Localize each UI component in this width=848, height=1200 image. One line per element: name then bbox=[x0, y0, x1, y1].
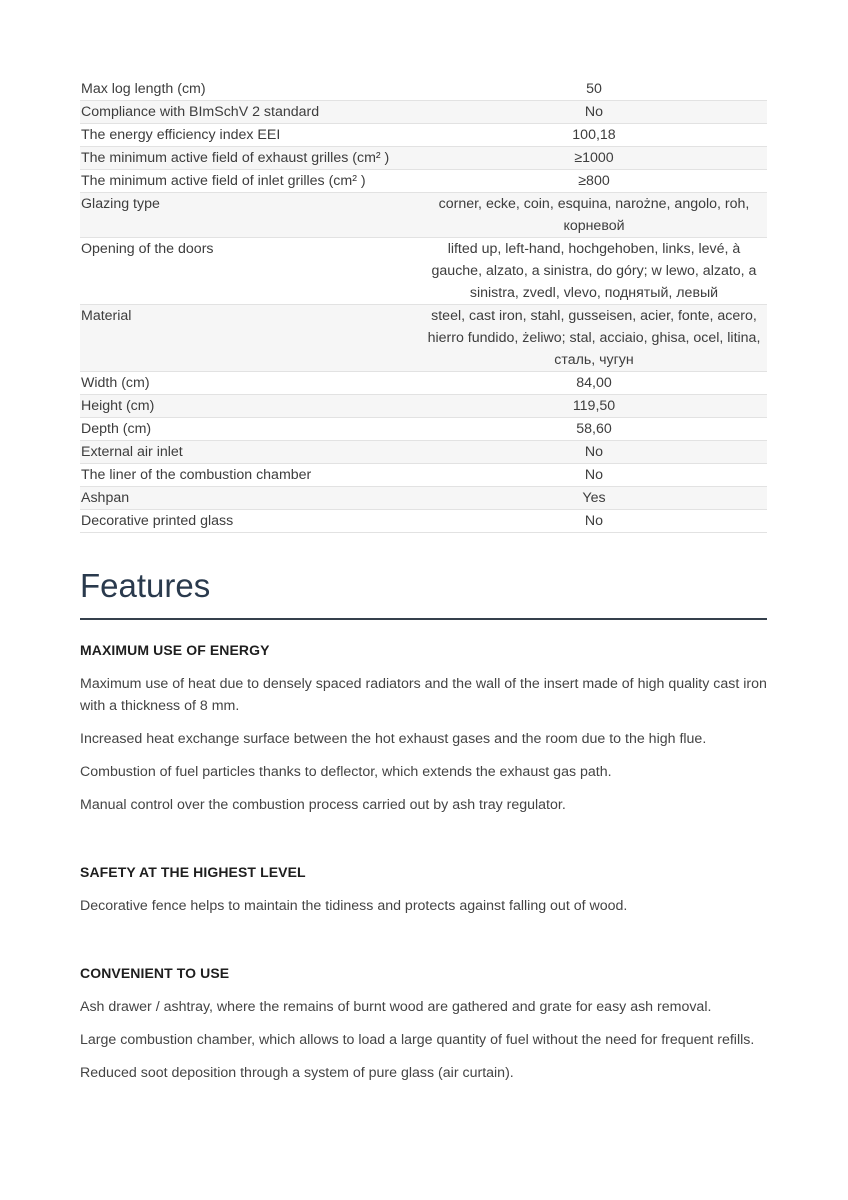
spec-value: No bbox=[584, 467, 604, 483]
spec-value: 58,60 bbox=[576, 421, 612, 437]
table-row bbox=[80, 372, 767, 395]
spec-label: Ashpan bbox=[81, 490, 130, 506]
table-row bbox=[80, 510, 767, 533]
spec-label: Width (cm) bbox=[81, 375, 150, 391]
spec-value: corner, ecke, coin, esquina, narożne, angolo, roh, корневой bbox=[438, 196, 750, 234]
spec-label: Glazing type bbox=[81, 196, 160, 212]
feature-paragraph: Maximum use of heat due to densely spaced radiators and the wall of the insert made of high quality cast iron with a thickness of 8 mm. bbox=[80, 676, 767, 714]
table-row bbox=[80, 238, 767, 305]
feature-paragraph: Combustion of fuel particles thanks to deflector, which extends the exhaust gas path. bbox=[80, 764, 612, 780]
spec-value: steel, cast iron, stahl, gusseisen, acier, fonte, acero, hierro fundido, żeliwo; stal, acciaio, ghisa, ocel, litina, сталь, чугун bbox=[427, 308, 761, 368]
table-row bbox=[80, 170, 767, 193]
table-row bbox=[80, 193, 767, 238]
features-title: Features bbox=[80, 565, 767, 620]
spec-label: The liner of the combustion chamber bbox=[81, 467, 312, 483]
spec-label: Max log length (cm) bbox=[81, 81, 206, 97]
spec-value: Yes bbox=[582, 490, 606, 506]
spec-label: Decorative printed glass bbox=[81, 513, 234, 529]
table-row bbox=[80, 464, 767, 487]
spec-label: Height (cm) bbox=[81, 398, 155, 414]
feature-section-energy bbox=[80, 640, 767, 816]
spec-label: The energy efficiency index EEI bbox=[81, 127, 281, 143]
table-row bbox=[80, 124, 767, 147]
table-row bbox=[80, 305, 767, 372]
spec-value: lifted up, left-hand, hochgehoben, links, levé, à gauche, alzato, a sinistra, do góry; w lewo, alzato, a sinistra, zvedl, vlevo, поднятый, левый bbox=[431, 241, 757, 301]
document-page bbox=[80, 78, 767, 1084]
section-heading: CONVENIENT TO USE bbox=[80, 965, 230, 981]
spec-label: The minimum active field of inlet grilles (cm² ) bbox=[81, 173, 366, 189]
spec-label: External air inlet bbox=[81, 444, 183, 460]
feature-paragraph: Manual control over the combustion process carried out by ash tray regulator. bbox=[80, 797, 566, 813]
spec-label: The minimum active field of exhaust grilles (cm² ) bbox=[81, 150, 390, 166]
feature-paragraph: Increased heat exchange surface between the hot exhaust gases and the room due to the high flue. bbox=[80, 731, 707, 747]
spec-value: No bbox=[584, 444, 604, 460]
feature-paragraph: Reduced soot deposition through a system of pure glass (air curtain). bbox=[80, 1065, 514, 1081]
table-row bbox=[80, 147, 767, 170]
feature-paragraph: Ash drawer / ashtray, where the remains of burnt wood are gathered and grate for easy ash removal. bbox=[80, 999, 712, 1015]
spec-value: 84,00 bbox=[576, 375, 612, 391]
table-row bbox=[80, 487, 767, 510]
spec-label: Depth (cm) bbox=[81, 421, 152, 437]
spec-value: ≥800 bbox=[578, 173, 610, 189]
feature-section-convenience bbox=[80, 963, 767, 1084]
spec-value: 100,18 bbox=[572, 127, 616, 143]
table-row bbox=[80, 441, 767, 464]
spec-label: Compliance with BImSchV 2 standard bbox=[81, 104, 320, 120]
spec-label: Opening of the doors bbox=[81, 241, 214, 257]
specifications-table bbox=[80, 78, 767, 533]
feature-paragraph: Large combustion chamber, which allows to load a large quantity of fuel without the need for frequent refills. bbox=[80, 1032, 755, 1048]
feature-paragraph: Decorative fence helps to maintain the tidiness and protects against falling out of wood. bbox=[80, 898, 628, 914]
table-row bbox=[80, 395, 767, 418]
spec-label: Material bbox=[81, 308, 132, 324]
section-heading: SAFETY AT THE HIGHEST LEVEL bbox=[80, 864, 306, 880]
spec-value: No bbox=[584, 513, 604, 529]
feature-section-safety bbox=[80, 862, 767, 917]
spec-value: No bbox=[584, 104, 604, 120]
section-heading: MAXIMUM USE OF ENERGY bbox=[80, 642, 270, 658]
spec-value: 119,50 bbox=[572, 398, 616, 414]
table-row bbox=[80, 101, 767, 124]
table-row bbox=[80, 418, 767, 441]
spec-value: 50 bbox=[586, 81, 602, 97]
spec-value: ≥1000 bbox=[574, 150, 614, 166]
table-row bbox=[80, 78, 767, 101]
